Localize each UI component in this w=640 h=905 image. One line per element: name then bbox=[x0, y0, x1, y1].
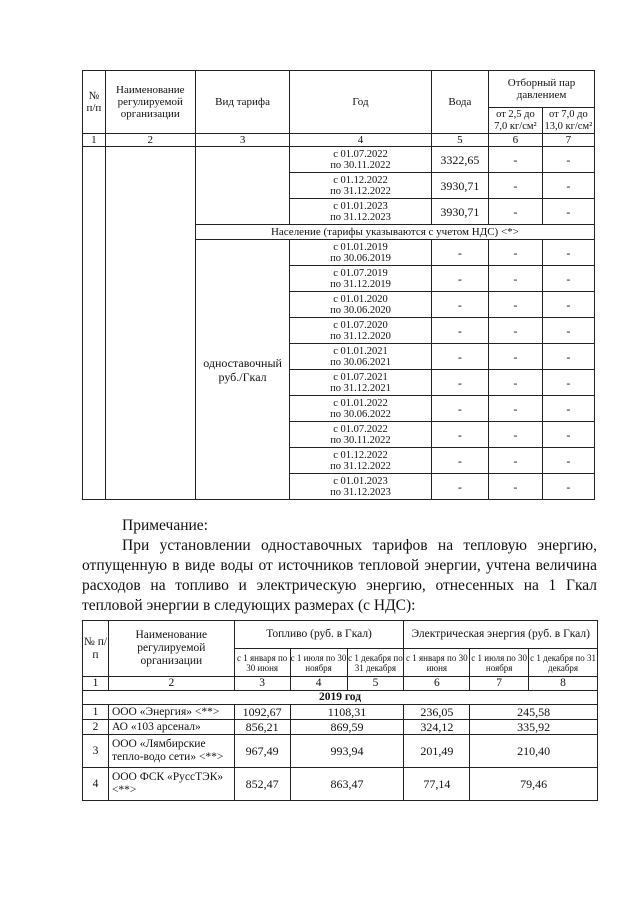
period-to: по 30.06.2021 bbox=[330, 356, 391, 368]
period-from: с 01.07.2022 bbox=[333, 148, 388, 160]
header-fuel: Топливо (руб. в Гкал) bbox=[234, 621, 404, 649]
steam-low-value: - bbox=[489, 173, 543, 199]
water-value: - bbox=[431, 422, 488, 448]
header-tariff-type: Вид тарифа bbox=[195, 71, 289, 134]
water-value: - bbox=[431, 344, 488, 370]
col-number: 1 bbox=[83, 677, 109, 691]
col-number: 3 bbox=[234, 677, 290, 691]
fuel-value-jan-jun: 967,49 bbox=[234, 735, 290, 768]
header-period-jan-jun: с 1 января по 30 июня bbox=[234, 649, 290, 677]
table-row bbox=[83, 768, 598, 801]
electric-value-jul-dec: 210,40 bbox=[470, 735, 598, 768]
steam-high-value: - bbox=[542, 422, 594, 448]
period-cell bbox=[290, 147, 431, 173]
population-header: Население (тарифы указываются с учетом НДС) <*> bbox=[195, 225, 594, 240]
fuel-value-jan-jun: 856,21 bbox=[234, 720, 290, 735]
period-cell bbox=[290, 344, 431, 370]
period-cell bbox=[290, 318, 431, 344]
header-num: № п/п bbox=[83, 71, 106, 134]
steam-low-value: - bbox=[489, 396, 543, 422]
table-row bbox=[83, 147, 595, 173]
tariff-cell-empty bbox=[195, 147, 289, 225]
steam-low-value: - bbox=[489, 448, 543, 474]
steam-high-value: - bbox=[542, 292, 594, 318]
period-to: по 31.12.2023 bbox=[330, 211, 391, 223]
electric-value-jan-jun: 77,14 bbox=[404, 768, 470, 801]
water-value: - bbox=[431, 370, 488, 396]
col-number: 5 bbox=[431, 134, 488, 147]
col-number: 4 bbox=[290, 677, 347, 691]
steam-low-value: - bbox=[489, 474, 543, 500]
period-cell bbox=[290, 370, 431, 396]
column-number-row bbox=[83, 677, 598, 691]
period-to: по 31.12.2022 bbox=[330, 460, 391, 472]
period-cell bbox=[290, 240, 431, 266]
electric-value-jan-jun: 201,49 bbox=[404, 735, 470, 768]
water-value: - bbox=[431, 292, 488, 318]
period-cell bbox=[290, 292, 431, 318]
period-from: с 01.01.2019 bbox=[333, 241, 388, 253]
period-cell bbox=[290, 266, 431, 292]
tariff-table bbox=[82, 70, 595, 500]
steam-high-value: - bbox=[542, 266, 594, 292]
fuel-value-jul-dec: 1108,31 bbox=[290, 705, 404, 720]
header-steam-low: от 2,5 до 7,0 кг/см² bbox=[489, 108, 543, 134]
water-value: 3322,65 bbox=[431, 147, 488, 173]
row-number: 2 bbox=[83, 720, 109, 735]
period-to: по 30.06.2022 bbox=[330, 408, 391, 420]
col-number: 2 bbox=[105, 134, 195, 147]
period-from: с 01.07.2020 bbox=[333, 319, 388, 331]
period-from: с 01.07.2022 bbox=[333, 423, 388, 435]
period-to: по 30.06.2020 bbox=[330, 304, 391, 316]
electric-value-jul-dec: 335,92 bbox=[470, 720, 598, 735]
fuel-value-jan-jun: 852,47 bbox=[234, 768, 290, 801]
steam-high-value: - bbox=[542, 344, 594, 370]
header-year: Год bbox=[290, 71, 431, 134]
row-number: 3 bbox=[83, 735, 109, 768]
period-cell bbox=[290, 199, 431, 225]
electric-value-jan-jun: 236,05 bbox=[404, 705, 470, 720]
org-name: ООО «Лямбирские тепло-водо сети» <**> bbox=[108, 735, 234, 768]
steam-low-value: - bbox=[489, 147, 543, 173]
water-value: - bbox=[431, 396, 488, 422]
period-cell bbox=[290, 474, 431, 500]
period-to: по 31.12.2022 bbox=[330, 185, 391, 197]
steam-low-value: - bbox=[489, 292, 543, 318]
expenses-table bbox=[82, 620, 598, 801]
row-number: 1 bbox=[83, 705, 109, 720]
header-period-dec: с 1 декабря по 31 декабря bbox=[529, 649, 598, 677]
period-cell bbox=[290, 396, 431, 422]
period-cell bbox=[290, 422, 431, 448]
water-value: - bbox=[431, 448, 488, 474]
electric-value-jan-jun: 324,12 bbox=[404, 720, 470, 735]
steam-high-value: - bbox=[542, 318, 594, 344]
steam-high-value: - bbox=[542, 396, 594, 422]
steam-high-value: - bbox=[542, 147, 594, 173]
steam-high-value: - bbox=[542, 199, 594, 225]
steam-high-value: - bbox=[542, 474, 594, 500]
fuel-value-jul-dec: 863,47 bbox=[290, 768, 404, 801]
period-cell bbox=[290, 448, 431, 474]
column-number-row bbox=[83, 134, 595, 147]
col-number: 4 bbox=[290, 134, 431, 147]
table-row bbox=[83, 720, 598, 735]
header-period-jul-nov: с 1 июля по 30 ноября bbox=[470, 649, 529, 677]
header-steam-high: от 7,0 до 13,0 кг/см² bbox=[542, 108, 594, 134]
period-from: с 01.07.2021 bbox=[333, 371, 388, 383]
steam-low-value: - bbox=[489, 266, 543, 292]
row-number: 4 bbox=[83, 768, 109, 801]
col-number: 7 bbox=[470, 677, 529, 691]
table-row bbox=[83, 735, 598, 768]
period-from: с 01.12.2022 bbox=[333, 449, 388, 461]
header-period-jan-jun: с 1 января по 30 июня bbox=[404, 649, 470, 677]
col-number: 6 bbox=[489, 134, 543, 147]
steam-low-value: - bbox=[489, 422, 543, 448]
header-steam: Отборный пар давлением bbox=[489, 71, 595, 108]
steam-low-value: - bbox=[489, 318, 543, 344]
water-value: 3930,71 bbox=[431, 199, 488, 225]
period-to: по 30.06.2019 bbox=[330, 252, 391, 264]
note-title: Примечание: bbox=[122, 517, 208, 534]
note-text: При установлении одноставочных тарифов на тепловую энергию, отпущенную в виде воды от источников тепловой энергии, учтена величина расходов на топливо и электрическую энергию, отнесенных на 1 Гкал тепловой энергии в следующих размерах (с НДС): bbox=[82, 537, 597, 614]
electric-value-jul-dec: 79,46 bbox=[470, 768, 598, 801]
water-value: 3930,71 bbox=[431, 173, 488, 199]
col-number: 6 bbox=[404, 677, 470, 691]
period-from: с 01.01.2023 bbox=[333, 200, 388, 212]
steam-low-value: - bbox=[489, 240, 543, 266]
col-number: 3 bbox=[195, 134, 289, 147]
year-label: 2019 год bbox=[83, 691, 598, 705]
header-org: Наименование регулируемой организации bbox=[105, 71, 195, 134]
steam-low-value: - bbox=[489, 370, 543, 396]
period-to: по 31.12.2021 bbox=[330, 382, 391, 394]
header-period-jul-nov: с 1 июля по 30 ноября bbox=[290, 649, 347, 677]
col-number: 2 bbox=[108, 677, 234, 691]
org-name: ООО «Энергия» <**> bbox=[108, 705, 234, 720]
tariff-type-label: одноставочный руб./Гкал bbox=[195, 240, 289, 500]
fuel-value-jul-dec: 869,59 bbox=[290, 720, 404, 735]
period-from: с 01.01.2022 bbox=[333, 397, 388, 409]
table-row bbox=[83, 705, 598, 720]
col-number: 7 bbox=[542, 134, 594, 147]
steam-low-value: - bbox=[489, 199, 543, 225]
water-value: - bbox=[431, 474, 488, 500]
steam-high-value: - bbox=[542, 240, 594, 266]
period-from: с 01.01.2020 bbox=[333, 293, 388, 305]
col-number: 8 bbox=[529, 677, 598, 691]
header-period-dec: с 1 декабря по 31 декабря bbox=[347, 649, 404, 677]
steam-high-value: - bbox=[542, 370, 594, 396]
col-number: 5 bbox=[347, 677, 404, 691]
period-to: по 30.11.2022 bbox=[330, 159, 391, 171]
steam-high-value: - bbox=[542, 173, 594, 199]
water-value: - bbox=[431, 318, 488, 344]
year-row bbox=[83, 691, 598, 705]
org-name: ООО ФСК «РуссТЭК» <**> bbox=[108, 768, 234, 801]
period-from: с 01.12.2022 bbox=[333, 174, 388, 186]
period-to: по 31.12.2020 bbox=[330, 330, 391, 342]
org-cell-empty bbox=[105, 147, 195, 500]
period-cell bbox=[290, 173, 431, 199]
period-to: по 31.12.2019 bbox=[330, 278, 391, 290]
col-number: 1 bbox=[83, 134, 106, 147]
org-name: АО «103 арсенал» bbox=[108, 720, 234, 735]
num-cell-empty bbox=[83, 147, 106, 500]
electric-value-jul-dec: 245,58 bbox=[470, 705, 598, 720]
fuel-value-jul-dec: 993,94 bbox=[290, 735, 404, 768]
period-from: с 01.01.2023 bbox=[333, 475, 388, 487]
steam-high-value: - bbox=[542, 448, 594, 474]
water-value: - bbox=[431, 266, 488, 292]
header-water: Вода bbox=[431, 71, 488, 134]
fuel-value-jan-jun: 1092,67 bbox=[234, 705, 290, 720]
header-org: Наименование регулируемой организации bbox=[108, 621, 234, 677]
period-from: с 01.07.2019 bbox=[333, 267, 388, 279]
steam-low-value: - bbox=[489, 344, 543, 370]
period-to: по 31.12.2023 bbox=[330, 486, 391, 498]
header-electric: Электрическая энергия (руб. в Гкал) bbox=[404, 621, 598, 649]
water-value: - bbox=[431, 240, 488, 266]
period-to: по 30.11.2022 bbox=[330, 434, 391, 446]
header-num: № п/п bbox=[83, 621, 109, 677]
period-from: с 01.01.2021 bbox=[333, 345, 388, 357]
